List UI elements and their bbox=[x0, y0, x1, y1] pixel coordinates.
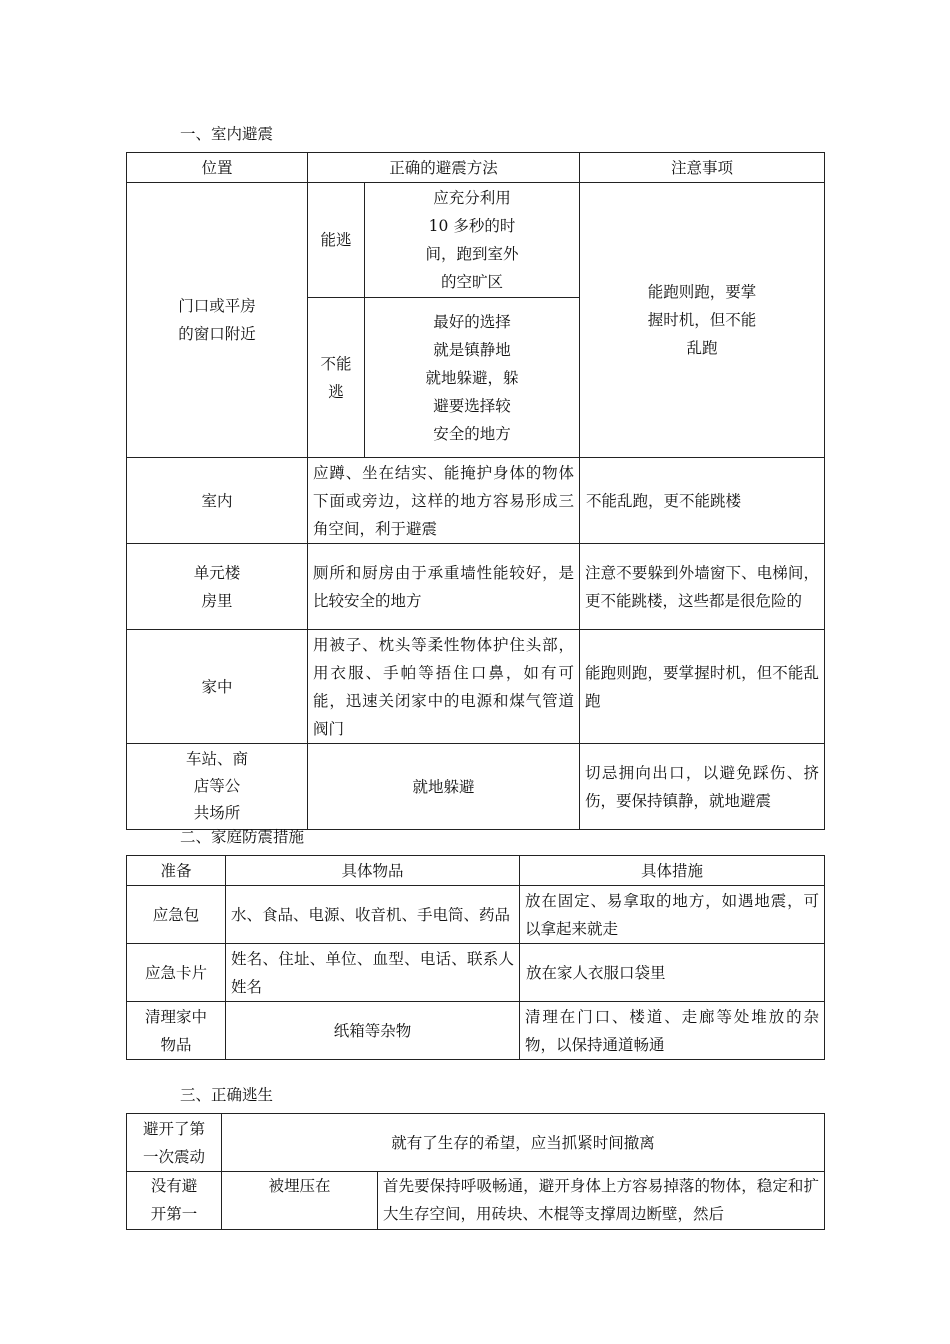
door-location: 门口或平房 的窗口附近 bbox=[127, 183, 308, 458]
prep-clear-items: 清理家中 物品 bbox=[127, 1002, 226, 1060]
indoor-notes: 不能乱跑，更不能跳楼 bbox=[580, 458, 825, 544]
home-notes: 能跑则跑，要掌握时机，但不能乱跑 bbox=[580, 630, 825, 744]
measures-emergency-kit: 放在固定、易拿取的地方，如遇地震，可以拿起来就走 bbox=[520, 886, 825, 944]
cannot-escape-method: 最好的选择 就是镇静地 就地躲避，躲 避要选择较 安全的地方 bbox=[365, 298, 580, 458]
cannot-escape-label: 不能 逃 bbox=[308, 298, 365, 458]
escape-table bbox=[126, 1113, 825, 1230]
header-location: 位置 bbox=[127, 153, 308, 183]
items-clear-items: 纸箱等杂物 bbox=[226, 1002, 520, 1060]
home-location: 家中 bbox=[127, 630, 308, 744]
measures-emergency-card: 放在家人衣服口袋里 bbox=[520, 944, 825, 1002]
header-notes: 注意事项 bbox=[580, 153, 825, 183]
public-notes: 切忌拥向出口，以避免踩伤、挤伤，要保持镇静，就地避震 bbox=[580, 744, 825, 830]
indoor-method: 应蹲、坐在结实、能掩护身体的物体下面或旁边，这样的地方容易形成三角空间，利于避震 bbox=[308, 458, 580, 544]
home-prevention-table bbox=[126, 855, 825, 1060]
door-notes: 能跑则跑，要掌 握时机，但不能 乱跑 bbox=[580, 183, 825, 458]
apartment-location: 单元楼 房里 bbox=[127, 544, 308, 630]
escape-row2-label: 没有避 开第一 bbox=[127, 1172, 222, 1230]
header-prep: 准备 bbox=[127, 856, 226, 886]
public-location: 车站、商 店等公 共场所 bbox=[127, 744, 308, 830]
header-measures: 具体措施 bbox=[520, 856, 825, 886]
header-method: 正确的避震方法 bbox=[308, 153, 580, 183]
header-items: 具体物品 bbox=[226, 856, 520, 886]
measures-clear-items: 清理在门口、楼道、走廊等处堆放的杂物，以保持通道畅通 bbox=[520, 1002, 825, 1060]
home-method: 用被子、枕头等柔性物体护住头部，用衣服、手帕等捂住口鼻，如有可能，迅速关闭家中的电源和煤气管道阀门 bbox=[308, 630, 580, 744]
escape-row2-content: 首先要保持呼吸畅通，避开身体上方容易掉落的物体，稳定和扩大生存空间，用砖块、木棍等支撑周边断壁，然后 bbox=[378, 1172, 825, 1230]
public-method: 就地躲避 bbox=[308, 744, 580, 830]
escape-row1-content: 就有了生存的希望，应当抓紧时间撤离 bbox=[222, 1114, 825, 1172]
items-emergency-card: 姓名、住址、单位、血型、电话、联系人姓名 bbox=[226, 944, 520, 1002]
escape-row2-sub: 被埋压在 bbox=[222, 1172, 378, 1230]
items-emergency-kit: 水、食品、电源、收音机、手电筒、药品 bbox=[226, 886, 520, 944]
can-escape-method: 应充分利用 10 多秒的时 间，跑到室外 的空旷区 bbox=[365, 183, 580, 298]
indoor-location: 室内 bbox=[127, 458, 308, 544]
section1-heading: 一、室内避震 bbox=[180, 125, 274, 143]
escape-row1-label: 避开了第 一次震动 bbox=[127, 1114, 222, 1172]
section3-heading: 三、正确逃生 bbox=[180, 1086, 274, 1104]
prep-emergency-card: 应急卡片 bbox=[127, 944, 226, 1002]
section2-heading: 二、家庭防震措施 bbox=[180, 828, 305, 846]
indoor-shelter-table bbox=[126, 152, 825, 830]
can-escape-label: 能逃 bbox=[308, 183, 365, 298]
prep-emergency-kit: 应急包 bbox=[127, 886, 226, 944]
apartment-notes: 注意不要躲到外墙窗下、电梯间，更不能跳楼，这些都是很危险的 bbox=[580, 544, 825, 630]
apartment-method: 厕所和厨房由于承重墙性能较好，是比较安全的地方 bbox=[308, 544, 580, 630]
